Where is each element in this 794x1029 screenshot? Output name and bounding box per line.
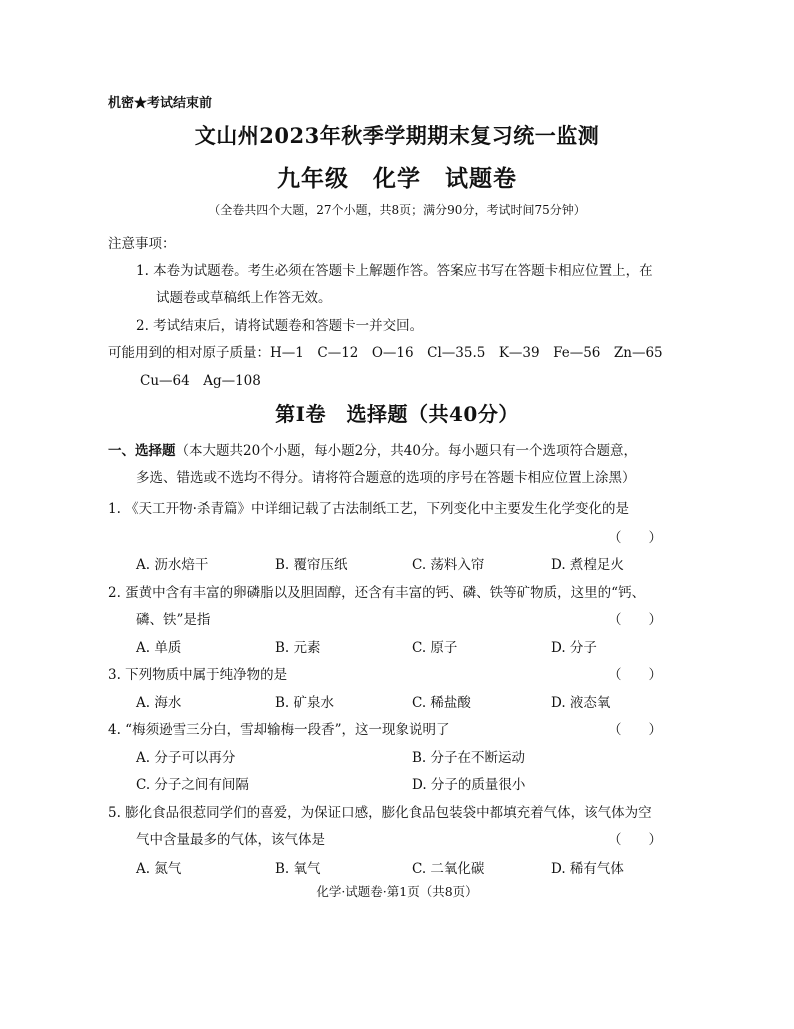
question-1-stem: 1. 《天工开物·杀青篇》中详细记载了古法制纸工艺，下列变化中主要发生化学变化的是 xyxy=(108,501,629,517)
note-item-2: 2. 考试结束后，请将试题卷和答题卡一并交回。 xyxy=(136,318,424,334)
question-2-option-d: D. 分子 xyxy=(551,640,597,656)
atomic-masses-line-2: Cu—64 Ag—108 xyxy=(140,373,261,389)
question-4-option-b: B. 分子在不断运动 xyxy=(412,750,526,766)
question-3-option-a: A. 海水 xyxy=(136,695,182,711)
exam-subtitle: 九年级 化学 试题卷 xyxy=(277,165,517,192)
question-3-stem: 3. 下列物质中属于纯净物的是 xyxy=(108,667,288,683)
question-5-option-b: B. 氧气 xyxy=(275,861,321,877)
question-2-option-a: A. 单质 xyxy=(136,640,182,656)
question-1-option-b: B. 覆帘压纸 xyxy=(275,557,348,573)
question-1-option-d: D. 煮楻足火 xyxy=(551,557,624,573)
exam-info: （全卷共四个大题，27个小题，共8页；满分90分，考试时间75分钟） xyxy=(208,203,586,217)
part-desc-line-1: （本大题共20个小题，每小题2分，共40分。每小题只有一个选项符合题意， xyxy=(175,443,637,459)
atomic-masses-line-1: 可能用到的相对原子质量：H—1 C—12 O—16 Cl—35.5 K—39 Fe—56 Zn—65 xyxy=(108,345,663,361)
question-2-stem-line-1: 2. 蛋黄中含有丰富的卵磷脂以及胆固醇，还含有丰富的钙、磷、铁等矿物质，这里的“钙、 xyxy=(108,585,646,601)
exam-title: 文山州2023年秋季学期期末复习统一监测 xyxy=(194,123,600,148)
question-5-stem-line-2: 气中含量最多的气体，该气体是 xyxy=(136,832,325,848)
question-3-option-b: B. 矿泉水 xyxy=(275,695,335,711)
question-3-answer-paren: （ ） xyxy=(608,667,662,683)
question-5-option-a: A. 氮气 xyxy=(136,861,182,877)
question-2-answer-paren: （ ） xyxy=(608,612,662,628)
question-2-stem-line-2: 磷、铁”是指 xyxy=(136,612,211,628)
question-2-option-c: C. 原子 xyxy=(412,640,458,656)
part-label: 一、选择题 xyxy=(108,443,176,459)
question-5-answer-paren: （ ） xyxy=(608,832,662,848)
part-desc-line-2: 多选、错选或不选均不得分。请将符合题意的选项的序号在答题卡相应位置上涂黑） xyxy=(136,470,636,486)
question-4-option-a: A. 分子可以再分 xyxy=(136,750,236,766)
section-title: 第Ⅰ卷 选择题（共40分） xyxy=(275,402,519,426)
question-5-option-d: D. 稀有气体 xyxy=(551,861,624,877)
question-5-option-c: C. 二氧化碳 xyxy=(412,861,485,877)
question-4-option-c: C. 分子之间有间隔 xyxy=(136,777,249,793)
confidential-label: 机密★考试结束前 xyxy=(108,96,213,111)
question-3-option-c: C. 稀盐酸 xyxy=(412,695,471,711)
part-heading xyxy=(108,439,637,459)
note-item-1-line-2: 试题卷或草稿纸上作答无效。 xyxy=(156,290,332,306)
question-4-stem: 4. “梅须逊雪三分白，雪却输梅一段香”，这一现象说明了 xyxy=(108,722,450,738)
question-1-answer-paren: （ ） xyxy=(608,530,662,546)
question-5-stem-line-1: 5. 膨化食品很惹同学们的喜爱，为保证口感，膨化食品包装袋中都填充着气体，该气体为空 xyxy=(108,805,652,821)
question-1-option-c: C. 荡料入帘 xyxy=(412,557,485,573)
note-item-1-line-1: 1. 本卷为试题卷。考生必须在答题卡上解题作答。答案应书写在答题卡相应位置上，在 xyxy=(136,263,653,279)
question-1-option-a: A. 沥水焙干 xyxy=(136,557,209,573)
question-4-option-d: D. 分子的质量很小 xyxy=(412,777,526,793)
question-4-answer-paren: （ ） xyxy=(608,722,662,738)
notes-heading: 注意事项： xyxy=(108,236,176,252)
question-3-option-d: D. 液态氧 xyxy=(551,695,611,711)
page-footer: 化学·试题卷·第1页（共8页） xyxy=(316,884,478,899)
question-2-option-b: B. 元素 xyxy=(275,640,321,656)
